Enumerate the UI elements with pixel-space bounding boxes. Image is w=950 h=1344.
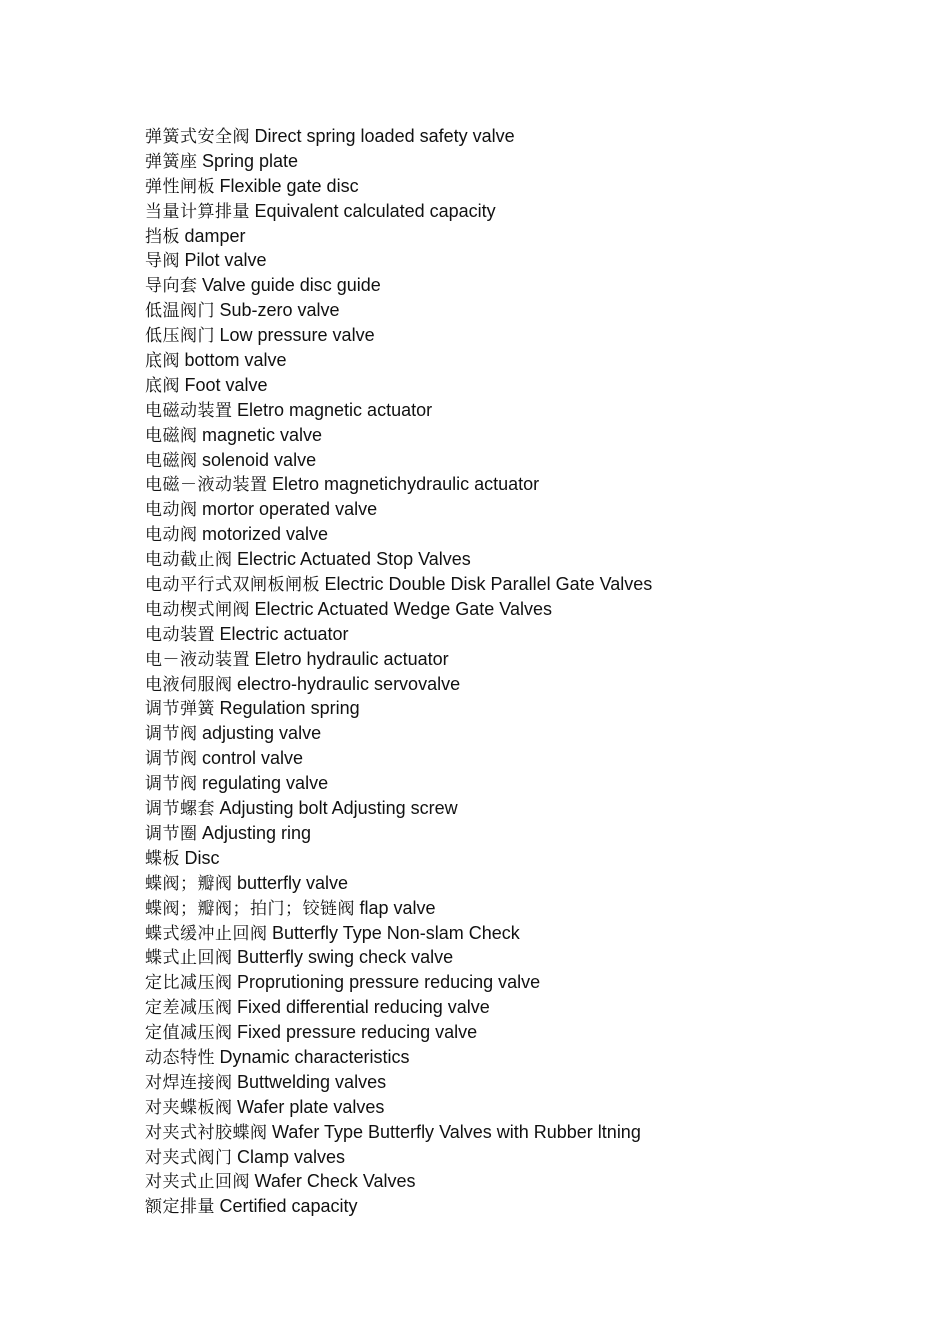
english-term: Regulation spring — [219, 698, 360, 719]
glossary-entry — [145, 672, 905, 697]
glossary-entry — [145, 1070, 905, 1095]
chinese-term: 定比减压阀 — [145, 973, 233, 994]
chinese-term: 对夹式止回阀 — [145, 1172, 250, 1193]
english-term: Low pressure valve — [219, 325, 375, 346]
english-term: Pilot valve — [184, 250, 267, 271]
chinese-term: 调节螺套 — [145, 799, 215, 820]
glossary-entry — [145, 1045, 905, 1070]
chinese-term: 对夹蝶板阀 — [145, 1097, 233, 1118]
glossary-entry — [145, 522, 905, 547]
glossary-entry — [145, 199, 905, 224]
english-term: Adjusting bolt Adjusting screw — [219, 798, 458, 819]
english-term: Electric Actuated Stop Valves — [237, 549, 471, 570]
glossary-entry — [145, 124, 905, 149]
glossary-entry — [145, 1020, 905, 1045]
chinese-term: 电磁阀 — [145, 450, 198, 471]
english-term: Electric Double Disk Parallel Gate Valves — [324, 574, 653, 595]
glossary-entry — [145, 970, 905, 995]
english-term: damper — [184, 225, 246, 246]
english-term: regulating valve — [202, 773, 329, 794]
glossary-entry — [145, 248, 905, 273]
chinese-term: 蝶板 — [145, 848, 180, 869]
english-term: Buttwelding valves — [237, 1071, 387, 1092]
glossary-entry — [145, 373, 905, 398]
chinese-term: 低压阀门 — [145, 326, 215, 347]
english-term: Certified capacity — [219, 1196, 358, 1217]
chinese-term: 蝶式缓冲止回阀 — [145, 923, 268, 944]
english-term: motorized valve — [202, 524, 329, 545]
english-term: Butterfly Type Non-slam Check — [272, 922, 520, 943]
chinese-term: 电动装置 — [145, 624, 215, 645]
chinese-term: 调节弹簧 — [145, 699, 215, 720]
glossary-entry — [145, 647, 905, 672]
chinese-term: 底阀 — [145, 351, 180, 372]
chinese-term: 电－液动装置 — [145, 649, 250, 670]
english-term: Sub-zero valve — [219, 300, 340, 321]
glossary-entry — [145, 746, 905, 771]
chinese-term: 低温阀门 — [145, 301, 215, 322]
english-term: Adjusting ring — [202, 822, 312, 843]
glossary-entry — [145, 696, 905, 721]
english-term: Eletro magnetichydraulic actuator — [272, 474, 540, 495]
english-term: Eletro hydraulic actuator — [254, 648, 449, 669]
glossary-entry — [145, 348, 905, 373]
glossary-entry — [145, 821, 905, 846]
english-term: flap valve — [359, 897, 436, 918]
chinese-term: 额定排量 — [145, 1197, 215, 1218]
glossary-entry — [145, 448, 905, 473]
glossary-list — [145, 124, 905, 1219]
chinese-term: 调节阀 — [145, 749, 198, 770]
english-term: Eletro magnetic actuator — [237, 399, 433, 420]
english-term: solenoid valve — [202, 449, 317, 470]
glossary-entry — [145, 921, 905, 946]
english-term: Equivalent calculated capacity — [254, 200, 496, 221]
glossary-entry — [145, 846, 905, 871]
english-term: magnetic valve — [202, 424, 323, 445]
english-term: Wafer Check Valves — [254, 1171, 416, 1192]
english-term: Valve guide disc guide — [202, 275, 381, 296]
english-term: Butterfly swing check valve — [237, 947, 454, 968]
glossary-entry — [145, 174, 905, 199]
chinese-term: 对夹式阀门 — [145, 1147, 233, 1168]
glossary-entry — [145, 398, 905, 423]
chinese-term: 当量计算排量 — [145, 201, 250, 222]
glossary-entry — [145, 472, 905, 497]
chinese-term: 弹簧座 — [145, 151, 198, 172]
glossary-entry — [145, 1095, 905, 1120]
glossary-entry — [145, 149, 905, 174]
glossary-entry — [145, 1145, 905, 1170]
chinese-term: 电动阀 — [145, 525, 198, 546]
glossary-entry — [145, 896, 905, 921]
english-term: electro-hydraulic servovalve — [237, 673, 461, 694]
english-term: control valve — [202, 748, 304, 769]
chinese-term: 调节阀 — [145, 774, 198, 795]
english-term: Foot valve — [184, 374, 268, 395]
english-term: Proprutioning pressure reducing valve — [237, 972, 541, 993]
glossary-entry — [145, 771, 905, 796]
glossary-entry — [145, 547, 905, 572]
english-term: Fixed pressure reducing valve — [237, 1022, 478, 1043]
chinese-term: 挡板 — [145, 226, 180, 247]
glossary-entry — [145, 298, 905, 323]
glossary-entry — [145, 871, 905, 896]
english-term: Wafer plate valves — [237, 1096, 385, 1117]
glossary-entry — [145, 945, 905, 970]
english-term: butterfly valve — [237, 872, 349, 893]
english-term: Direct spring loaded safety valve — [254, 126, 515, 146]
english-term: Wafer Type Butterfly Valves with Rubber ltning — [272, 1121, 641, 1142]
chinese-term: 导阀 — [145, 251, 180, 272]
chinese-term: 导向套 — [145, 276, 198, 297]
glossary-entry — [145, 995, 905, 1020]
chinese-term: 电磁动装置 — [145, 400, 233, 421]
chinese-term: 蝶阀；瓣阀；拍门；铰链阀 — [145, 898, 355, 919]
chinese-term: 弹性闸板 — [145, 176, 215, 197]
chinese-term: 电动平行式双闸板闸板 — [145, 575, 320, 596]
chinese-term: 底阀 — [145, 375, 180, 396]
glossary-entry — [145, 497, 905, 522]
chinese-term: 动态特性 — [145, 1047, 215, 1068]
glossary-entry — [145, 721, 905, 746]
english-term: Electric actuator — [219, 623, 349, 644]
chinese-term: 电液伺服阀 — [145, 674, 233, 695]
english-term: adjusting valve — [202, 723, 322, 744]
glossary-entry — [145, 796, 905, 821]
chinese-term: 调节阀 — [145, 724, 198, 745]
english-term: Spring plate — [202, 150, 299, 171]
english-term: bottom valve — [184, 350, 287, 371]
glossary-entry — [145, 1169, 905, 1194]
chinese-term: 弹簧式安全阀 — [145, 127, 250, 147]
english-term: Dynamic characteristics — [219, 1046, 410, 1067]
chinese-term: 蝶阀；瓣阀 — [145, 873, 233, 894]
glossary-entry — [145, 572, 905, 597]
glossary-entry — [145, 323, 905, 348]
chinese-term: 调节圈 — [145, 823, 198, 844]
english-term: mortor operated valve — [202, 499, 378, 520]
glossary-entry — [145, 423, 905, 448]
glossary-entry — [145, 1194, 905, 1219]
glossary-entry — [145, 1120, 905, 1145]
english-term: Disc — [184, 847, 220, 868]
chinese-term: 电动阀 — [145, 500, 198, 521]
chinese-term: 定值减压阀 — [145, 1023, 233, 1044]
glossary-entry — [145, 273, 905, 298]
chinese-term: 对焊连接阀 — [145, 1072, 233, 1093]
glossary-entry — [145, 597, 905, 622]
chinese-term: 蝶式止回阀 — [145, 948, 233, 969]
english-term: Electric Actuated Wedge Gate Valves — [254, 598, 552, 619]
english-term: Clamp valves — [237, 1146, 346, 1167]
chinese-term: 定差减压阀 — [145, 998, 233, 1019]
english-term: Fixed differential reducing valve — [237, 997, 490, 1018]
glossary-entry — [145, 224, 905, 249]
chinese-term: 电磁－液动装置 — [145, 475, 268, 496]
english-term: Flexible gate disc — [219, 175, 359, 196]
chinese-term: 对夹式衬胶蝶阀 — [145, 1122, 268, 1143]
chinese-term: 电动截止阀 — [145, 550, 233, 571]
chinese-term: 电动楔式闸阀 — [145, 599, 250, 620]
glossary-entry — [145, 622, 905, 647]
chinese-term: 电磁阀 — [145, 425, 198, 446]
